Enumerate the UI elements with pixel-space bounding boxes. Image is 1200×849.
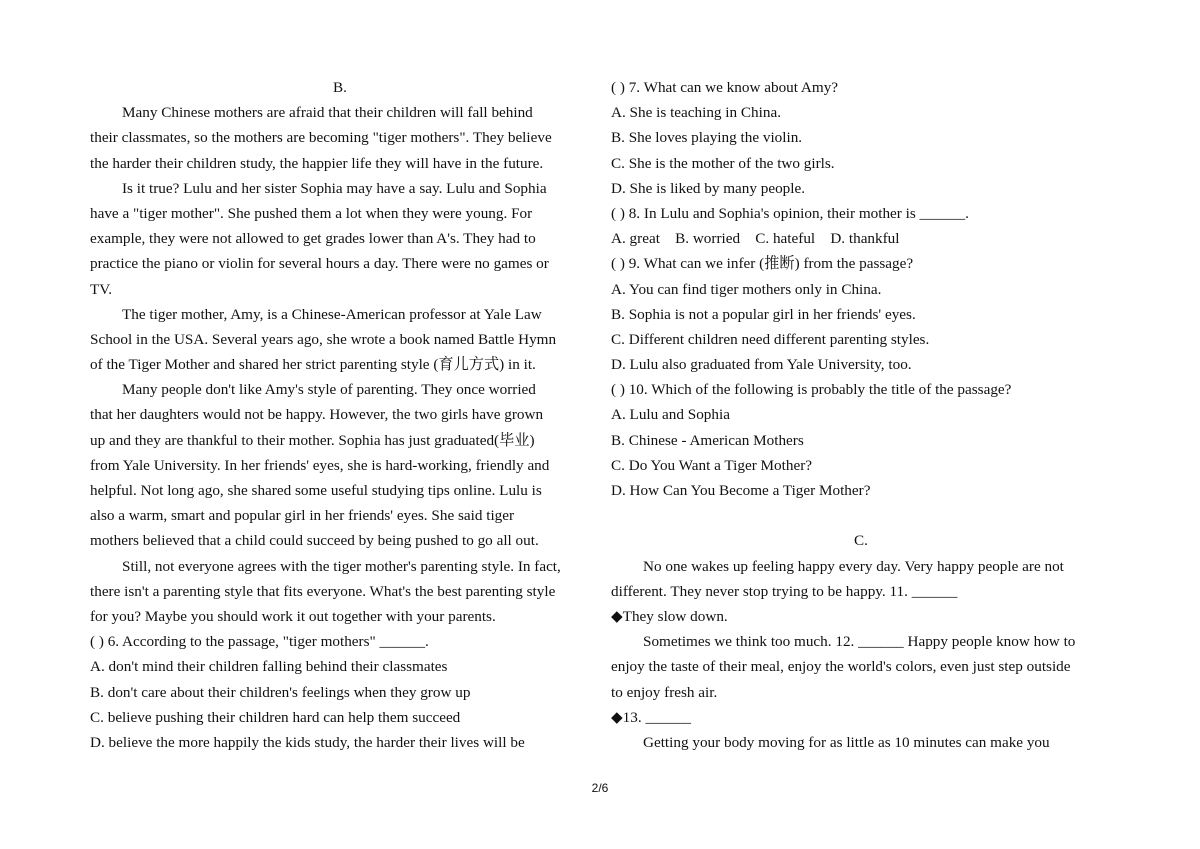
text-line: TV.	[90, 280, 113, 298]
text-line: enjoy the taste of their meal, enjoy the world's colors, even just step outside	[611, 658, 1071, 676]
option-line: A. don't mind their children falling behind their classmates	[90, 658, 448, 676]
option-line: B. Chinese - American Mothers	[611, 431, 804, 449]
option-line: B. Sophia is not a popular girl in her friends' eyes.	[611, 305, 916, 323]
question-9: ( ) 9. What can we infer (推断) from the passage?	[611, 255, 914, 273]
option-line: C. believe pushing their children hard can help them succeed	[90, 708, 461, 726]
text-line: example, they were not allowed to get grades lower than A's. They had to	[90, 230, 536, 248]
option-line: C. She is the mother of the two girls.	[611, 154, 835, 172]
option-line: A. Lulu and Sophia	[611, 406, 730, 424]
text-line: Still, not everyone agrees with the tiger mother's parenting style. In fact,	[122, 557, 561, 575]
question-7: ( ) 7. What can we know about Amy?	[611, 79, 839, 96]
text-line: different. They never stop trying to be happy. 11. ______	[611, 582, 958, 600]
right-column	[611, 75, 1111, 755]
option-line: A. You can find tiger mothers only in China.	[611, 280, 882, 298]
page-number: 2/6	[591, 781, 609, 795]
option-line: D. How Can You Become a Tiger Mother?	[611, 482, 871, 499]
option-line: D. Lulu also graduated from Yale University, too.	[611, 356, 912, 374]
text-line: Is it true? Lulu and her sister Sophia may have a say. Lulu and Sophia	[122, 179, 547, 197]
option-line: C. Different children need different parenting styles.	[611, 330, 930, 348]
text-line: Sometimes we think too much. 12. ______ Happy people know how to	[643, 633, 1076, 651]
spacer	[611, 503, 1111, 528]
option-line: B. She loves playing the violin.	[611, 129, 803, 147]
text-line: School in the USA. Several years ago, she wrote a book named Battle Hymn	[90, 330, 557, 348]
option-line: A. great B. worried C. hateful D. thankful	[611, 230, 900, 248]
text-line: Many Chinese mothers are afraid that their children will fall behind	[122, 104, 533, 122]
option-line: D. believe the more happily the kids study, the harder their lives will be	[90, 733, 525, 751]
text-line: up and they are thankful to their mother. Sophia has just graduated(毕业)	[90, 431, 535, 449]
text-line: helpful. Not long ago, she shared some useful studying tips online. Lulu is	[90, 482, 542, 499]
bullet-line: ◆13. ______	[611, 708, 692, 726]
option-line: D. She is liked by many people.	[611, 179, 806, 197]
left-column	[90, 75, 590, 755]
text-line: for you? Maybe you should work it out together with your parents.	[90, 607, 496, 625]
text-line: of the Tiger Mother and shared her strict parenting style (育儿方式) in it.	[90, 356, 536, 374]
option-line: B. don't care about their children's feelings when they grow up	[90, 683, 471, 701]
text-line: their classmates, so the mothers are becoming "tiger mothers". They believe	[90, 129, 552, 147]
section-heading-c: C.	[854, 532, 868, 550]
option-line: C. Do You Want a Tiger Mother?	[611, 456, 813, 474]
question-10: ( ) 10. Which of the following is probably the title of the passage?	[611, 381, 1012, 399]
text-line: Many people don't like Amy's style of parenting. They once worried	[122, 381, 536, 399]
question-8: ( ) 8. In Lulu and Sophia's opinion, their mother is ______.	[611, 204, 969, 222]
text-line: to enjoy fresh air.	[611, 683, 718, 701]
text-line: also a warm, smart and popular girl in her friends' eyes. She said tiger	[90, 507, 515, 525]
text-line: The tiger mother, Amy, is a Chinese-American professor at Yale Law	[122, 305, 542, 323]
text-line: Getting your body moving for as little as 10 minutes can make you	[643, 733, 1050, 751]
text-line: there isn't a parenting style that fits everyone. What's the best parenting style	[90, 582, 556, 600]
text-line: practice the piano or violin for several hours a day. There were no games or	[90, 255, 549, 273]
option-line: A. She is teaching in China.	[611, 104, 781, 122]
text-line: have a "tiger mother". She pushed them a lot when they were young. For	[90, 204, 533, 222]
bullet-line: ◆They slow down.	[611, 607, 728, 625]
question-6: ( ) 6. According to the passage, "tiger mothers" ______.	[90, 633, 429, 651]
section-heading-b: B.	[333, 79, 347, 96]
text-line: mothers believed that a child could succeed by being pushed to go all out.	[90, 532, 539, 550]
text-line: No one wakes up feeling happy every day. Very happy people are not	[643, 557, 1064, 575]
text-line: that her daughters would not be happy. However, the two girls have grown	[90, 406, 544, 424]
text-line: from Yale University. In her friends' eyes, she is hard-working, friendly and	[90, 456, 550, 474]
text-line: the harder their children study, the happier life they will have in the future.	[90, 154, 544, 172]
